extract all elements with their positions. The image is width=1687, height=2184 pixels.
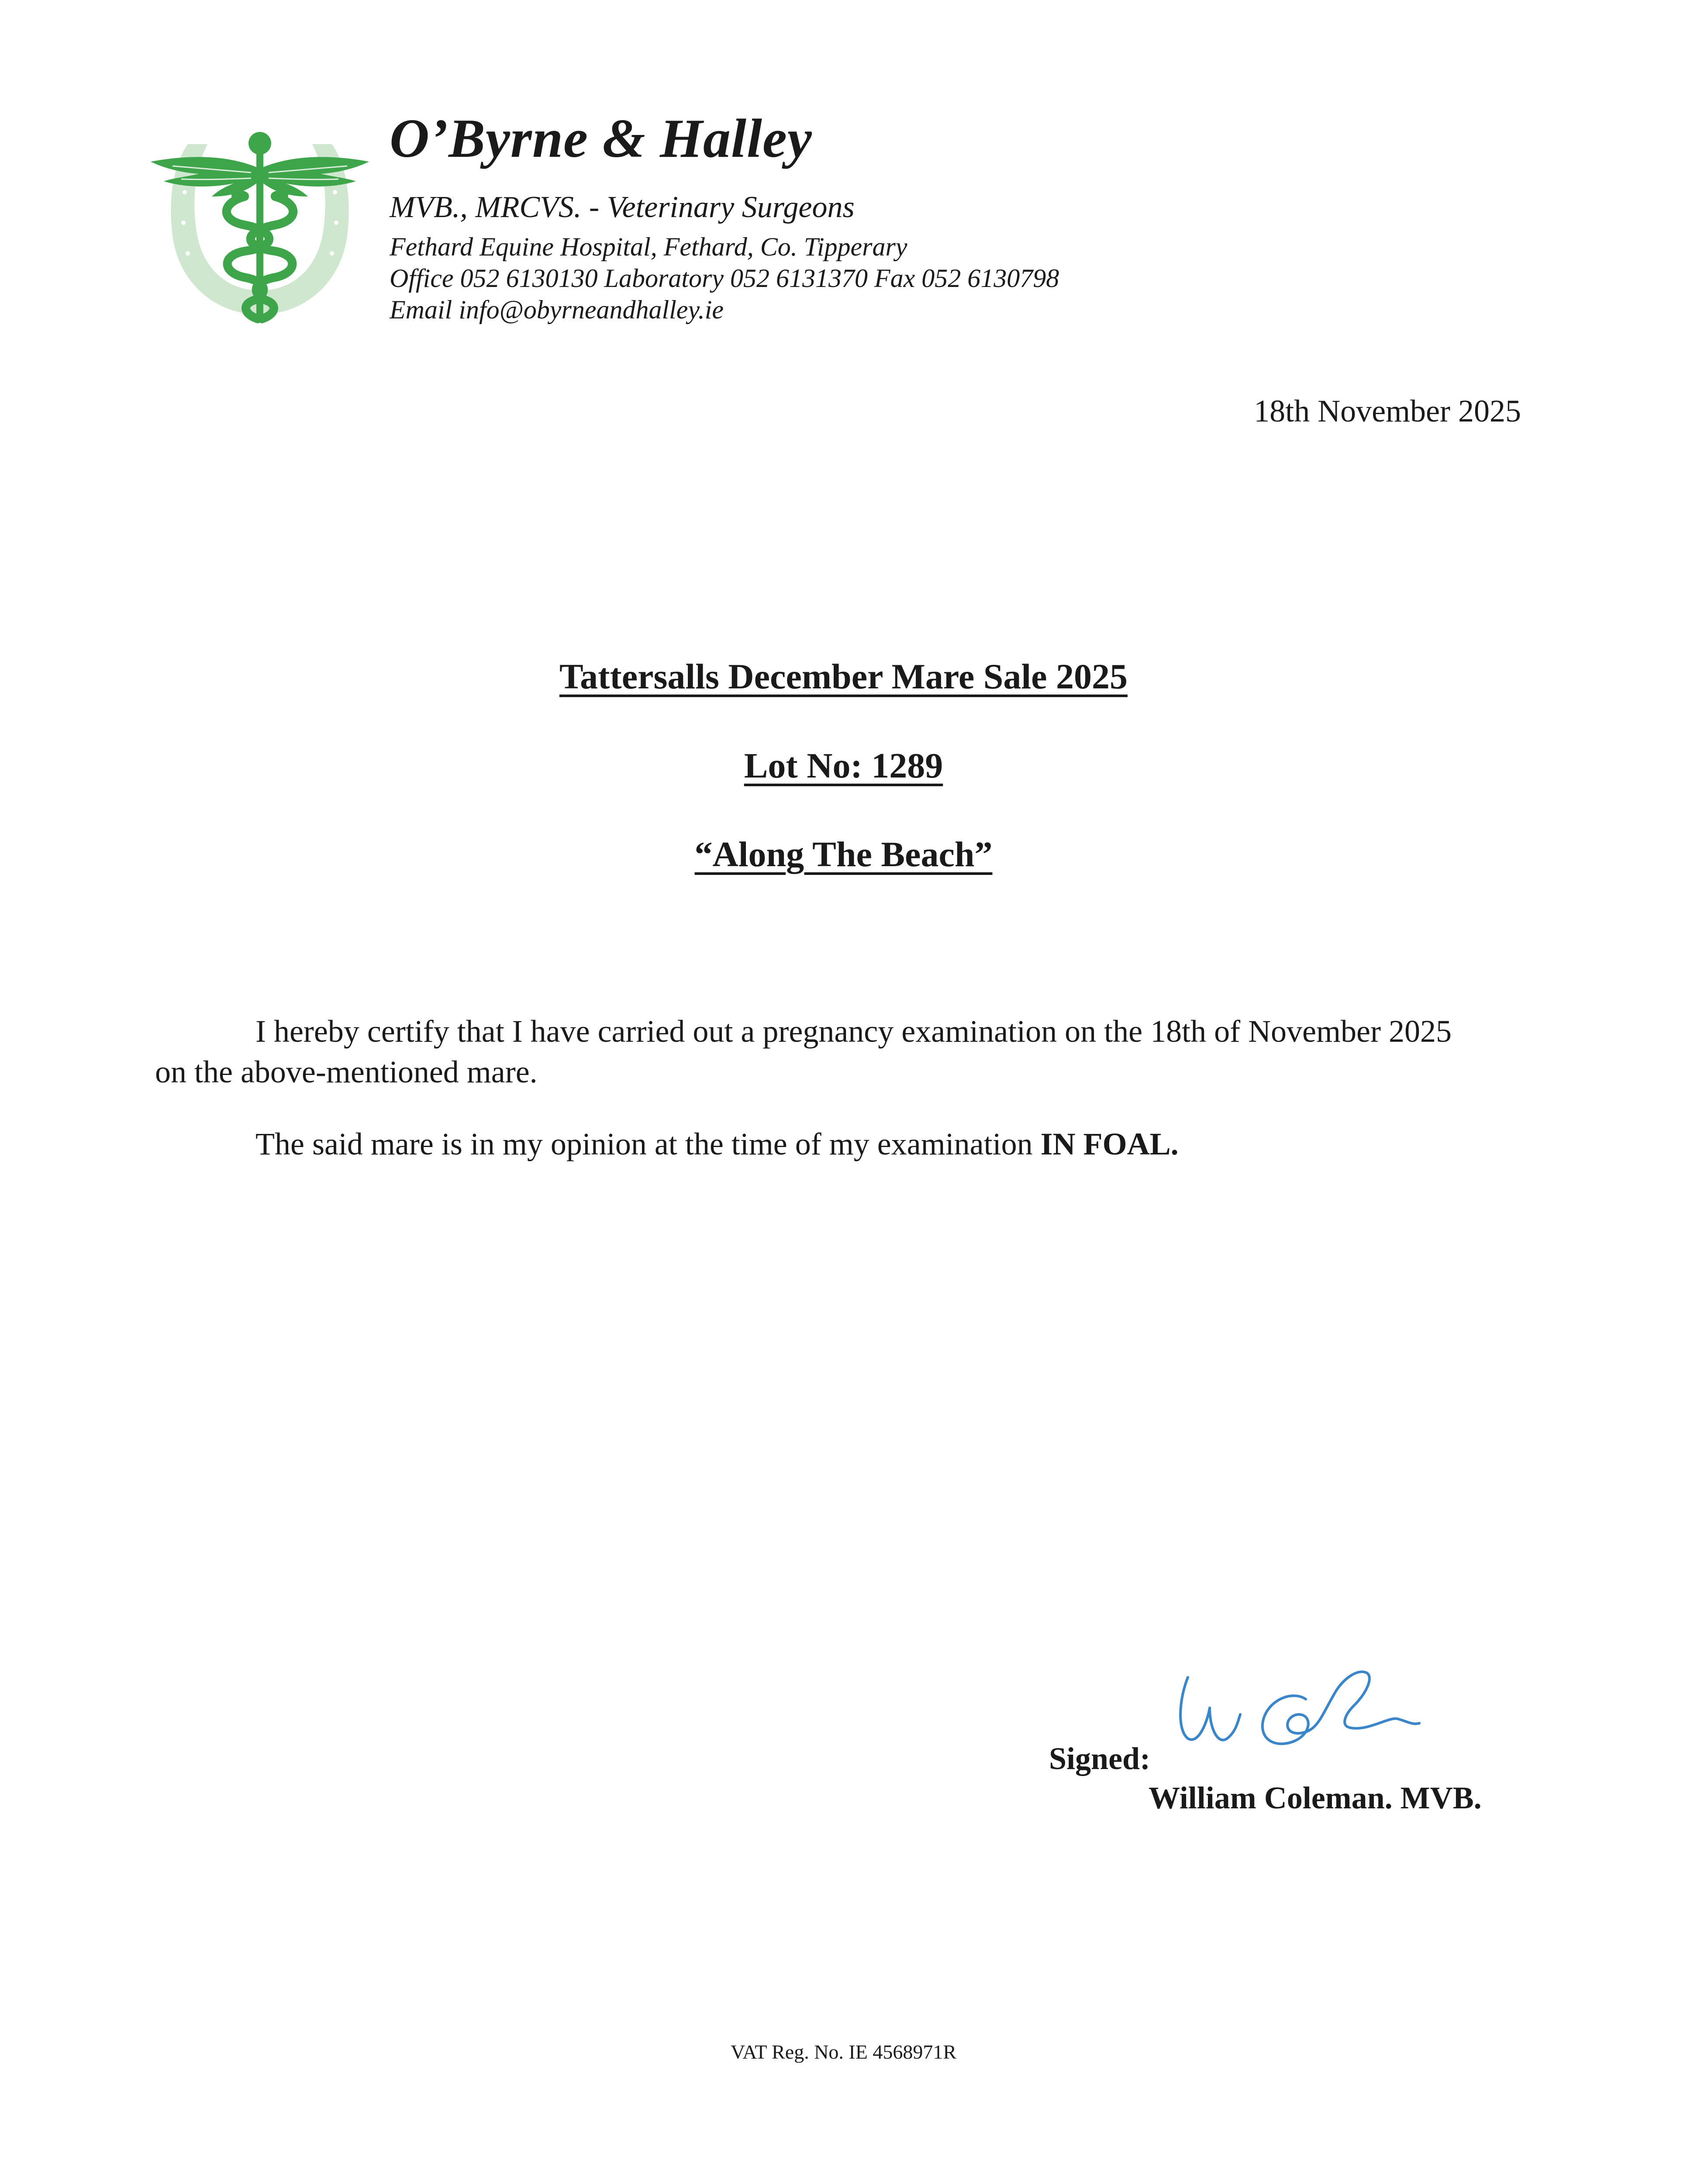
certification-line-1: I hereby certify that I have carried out a pregnancy examination on the 18th of November 2025 [255, 1014, 1452, 1049]
horse-name-heading: “Along The Beach” [694, 834, 993, 874]
document-date: 18th November 2025 [1254, 394, 1521, 429]
caduceus-horseshoe-logo [146, 127, 373, 332]
signer-name: William Coleman. MVB. [1149, 1780, 1482, 1815]
signed-label: Signed: [1049, 1741, 1151, 1776]
firm-phones: Office 052 6130130 Laboratory 052 6131370 Fax 052 6130798 [390, 264, 1059, 293]
opinion-result: IN FOAL. [1040, 1127, 1179, 1161]
sale-heading: Tattersalls December Mare Sale 2025 [559, 657, 1128, 696]
vat-registration: VAT Reg. No. IE 4568971R [730, 2041, 957, 2063]
firm-name: O’Byrne & Halley [390, 108, 812, 169]
firm-address: Fethard Equine Hospital, Fethard, Co. Tipperary [390, 232, 907, 261]
opinion-text: The said mare is in my opinion at the time of my examination [255, 1127, 1041, 1161]
handwritten-signature [1162, 1651, 1432, 1769]
certification-line-2: on the above-mentioned mare. [155, 1054, 538, 1089]
firm-qualifications: MVB., MRCVS. - Veterinary Surgeons [390, 190, 855, 224]
opinion-statement [255, 1128, 1179, 1160]
lot-number-heading: Lot No: 1289 [744, 746, 943, 785]
firm-email[interactable]: Email info@obyrneandhalley.ie [390, 295, 724, 324]
